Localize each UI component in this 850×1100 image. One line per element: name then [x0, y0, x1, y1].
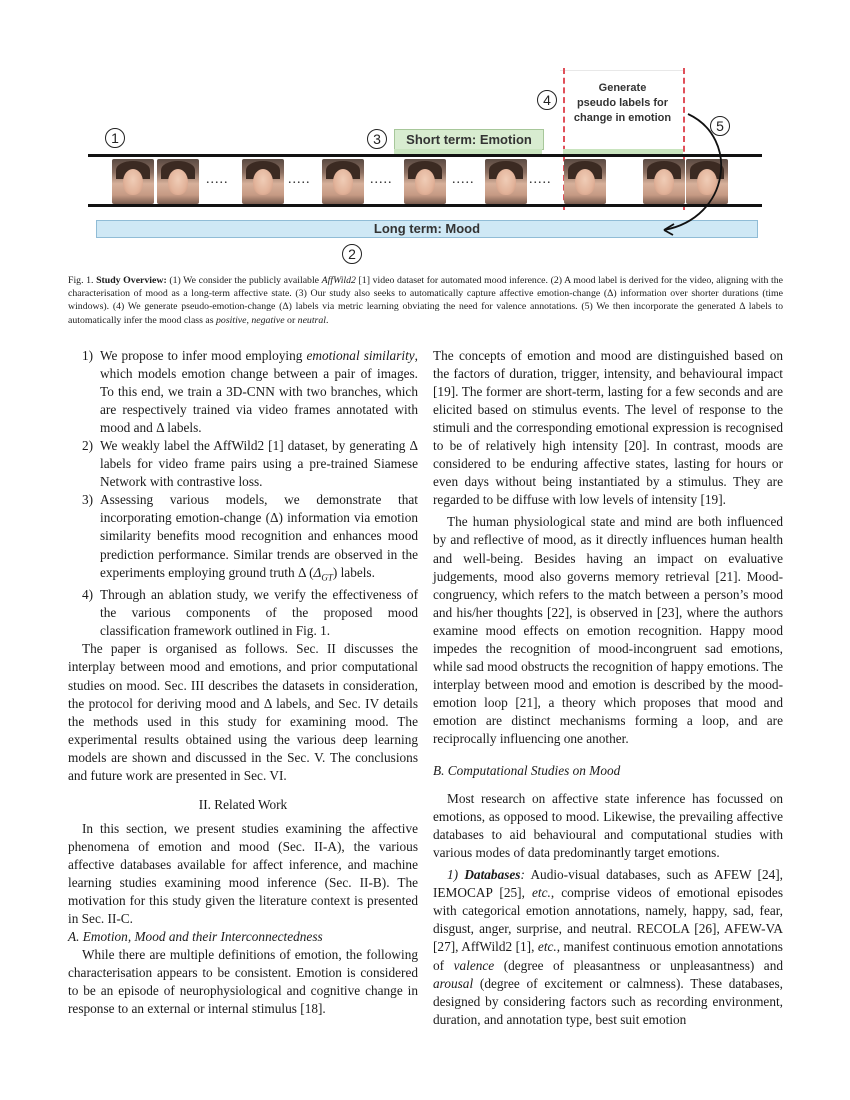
marker-4: 4 — [537, 90, 557, 110]
video-frame — [322, 159, 364, 204]
generate-line-2: pseudo labels for — [576, 97, 669, 109]
generate-line-3: change in emotion — [573, 112, 672, 124]
frame-ellipsis: ..... — [206, 172, 229, 187]
curved-arrow-icon — [650, 108, 730, 238]
section-heading-related-work: II. Related Work — [198, 796, 288, 812]
caption-class-positive: positive — [216, 314, 247, 326]
marker-1: 1 — [105, 128, 125, 148]
caption-title: Study Overview: — [96, 275, 167, 286]
contribution-item: 3) Assessing various models, we demonstrate that incorporating emotion-change (Δ) information via emotion similarity benefits mood recognition and enhances mood prediction performance. Similar trends are observed in the experiments employing ground truth Δ $(\Delta_{GT})$ labels. — [82, 492, 418, 583]
left-column — [68, 347, 418, 1018]
marker-3: 3 — [367, 129, 387, 149]
video-frame — [157, 159, 199, 204]
right-column — [433, 347, 783, 1029]
emotion-mood-distinction-paragraph: The concepts of emotion and mood are distinguished based on the factors of duration, trigger, intensity, and behavioural impact [19]. The former are short-term, lasting for a few seconds and are elicited based on stimulus events. The level of response to the stimuli and the corresponding emotional expression is recognised to be of relatively high intensity [20]. In contrast, moods are considered to be enduring affective states, lasting for hours or even days without being instantiated by a stimulus. They are regarded to be diffuse with low levels of intensity [19]. — [433, 348, 783, 508]
databases-paragraph: 1) Databases: Audio-visual databases, such as AFEW [24], IEMOCAP [25], etc., comprise videos of emotional episodes with categorical emotion annotations, namely, happy, sad, fear, disgust, anger, surprise, and neutral. RECOLA [26], AFEW-VA [27], AffWild2 [1], etc., manifest continuous emotion annotations of valence (degree of pleasantness or unpleasantness) and arousal (degree of excitement or calmness). These databases, designed by considering factors such as recording environment, duration, and annotation type, best suit emotion — [433, 867, 783, 1027]
video-frame — [485, 159, 527, 204]
video-frame — [564, 159, 606, 204]
video-frame — [404, 159, 446, 204]
frame-ellipsis: ..... — [529, 172, 552, 187]
caption-class-neutral: neutral — [297, 314, 326, 326]
contributions-list — [68, 347, 418, 640]
contribution-item: 1) We propose to infer mood employing emotional similarity, which models emotion change between a pair of images. To this end, we train a 3D-CNN with two branches, which are respectively trained via video frames annotated with mood and Δ labels. — [82, 348, 418, 436]
figure-study-overview — [0, 0, 850, 270]
contribution-item: 2) We weakly label the AffWild2 [1] dataset, by generating Δ labels for video frame pairs using a pre-trained Siamese Network with contrastive loss. — [82, 438, 418, 490]
caption-text-2: [1] video dataset for automated mood inference. (2) A mood label is derived for the video, aligning with the characterisation of mood as a long-term affective state. (3) Our study also seeks to automatically capture affective emotion-change (Δ) information over shorter durations (time windows). (4) We generate pseudo-emotion-change (Δ) labels via metric learning obviating the need for valence annotations. (5) We then incorporate the generated Δ labels to automatically infer the mood class as — [68, 275, 783, 326]
organisation-paragraph: The paper is organised as follows. Sec. II discusses the interplay between mood and emotions, and prior computational studies on mood. Sec. III describes the datasets in consideration, the protocol for deriving mood and Δ labels, and Sec. IV details the methods used in this study for examining mood. The experimental results obtained using the various deep learning models are shown and discussed in the Sec. V. The conclusions and future work are presented in Sec. VI. — [68, 641, 418, 783]
short-term-emotion-label: Short term: Emotion — [394, 129, 544, 150]
figure-caption: Fig. 1. Study Overview: (1) We consider the publicly available AffWild2 [1] video dataset for automated mood inference. (2) A mood label is derived for the video, aligning with the characterisation of mood as a long-term affective state. (3) Our study also seeks to automatically capture affective emotion-change (Δ) information over shorter durations (time windows). (4) We generate pseudo-emotion-change (Δ) labels via metric learning obviating the need for valence annotations. (5) We then incorporate the generated Δ labels to automatically infer the mood class as positive, negative or neutral. — [68, 275, 783, 326]
video-frame — [112, 159, 154, 204]
marker-2: 2 — [342, 244, 362, 264]
generate-line-1: Generate — [598, 82, 647, 94]
subsection-heading-b: B. Computational Studies on Mood — [433, 763, 621, 779]
frame-ellipsis: ..... — [288, 172, 311, 187]
caption-class-negative: negative — [251, 314, 285, 326]
caption-text-1: (1) We consider the publicly available — [169, 275, 320, 286]
computational-intro-paragraph: Most research on affective state inference has focussed on emotions, as opposed to mood. Likewise, the prevailing affective databases to aid behavioural and computational studies with various modes of data predominantly target emotions. — [433, 791, 783, 861]
contribution-item: 4) Through an ablation study, we verify the effectiveness of the various components of the proposed mood classification framework outlined in Fig. 1. — [82, 587, 418, 639]
caption-dataset: AffWild2 — [321, 275, 356, 286]
frame-ellipsis: ..... — [370, 172, 393, 187]
databases-heading: Databases — [464, 867, 521, 883]
related-work-intro: In this section, we present studies examining the affective phenomena of emotion and mood (Sec. II-A), the various affective databases available for affect inference, and machine learning studies examining mood inference (Sec. II-B). The motivation for this study given the literature context is presented in Sec. II-C. — [68, 820, 418, 927]
physiological-state-paragraph: The human physiological state and mind are both influenced by and reflective of mood, as it directly influences human health and well-being. Besides having an impact on evaluative judgements, mood also governs memory retrieval [21]. Mood-congruency, which refers to the match between a person’s mood and his/her thoughts [22], is observed in [23], where the authors examine mood effects on emotion recognition. Happy mood impedes the recognition of mood-incongruent sad emotions, while sad mood obstructs the recognition of happy emotions. The interplay between mood and emotion is described by the mood-emotion loop [21], a theory which proposes that mood and emotion are distinct mechanisms forming a loop, and are reciprocally influencing one another. — [433, 514, 783, 746]
caption-label: Fig. 1. — [68, 275, 94, 286]
long-term-mood-label: Long term: Mood — [96, 220, 758, 238]
emotion-definition-paragraph: While there are multiple definitions of emotion, the following characterisation appears to be consistent. Emotion is considered to be an episode of neurophysiological and cognitive change in response to an external or internal stimulus [18]. — [68, 947, 418, 1017]
video-frame — [242, 159, 284, 204]
subsection-heading-a: A. Emotion, Mood and their Interconnectedness — [68, 929, 323, 945]
frame-ellipsis: ..... — [452, 172, 475, 187]
marker-5: 5 — [710, 116, 730, 136]
